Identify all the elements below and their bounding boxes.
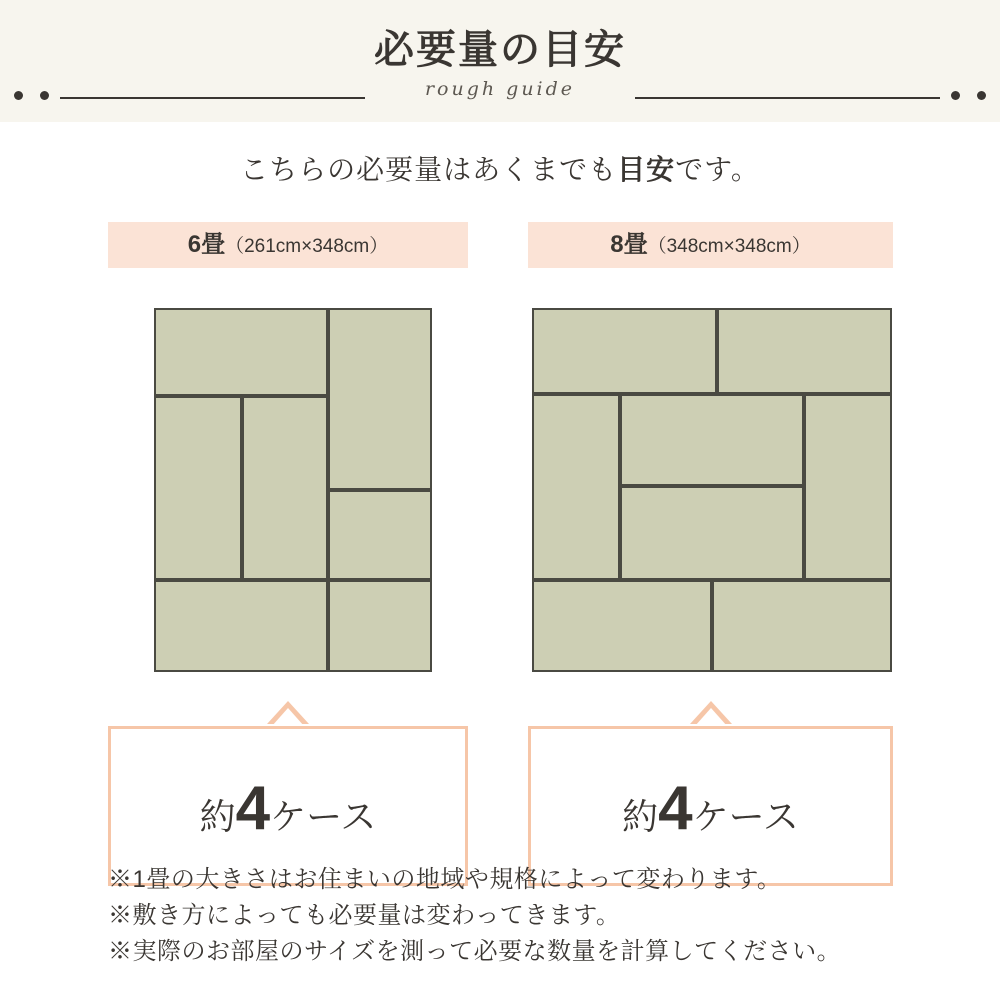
- lead-prefix: こちらの必要量はあくまでも: [240, 154, 618, 185]
- tatami-diagram-eight: [532, 308, 892, 672]
- size-label-eight: [528, 222, 893, 268]
- callout-eight-number: 4: [658, 774, 693, 843]
- tatami-mat: [532, 308, 717, 394]
- tatami-mat: [620, 394, 804, 486]
- notes-list: [108, 862, 908, 970]
- callout-six-unit: ケース: [270, 796, 377, 837]
- tatami-mat: [328, 308, 432, 490]
- tatami-mat: [532, 394, 620, 580]
- header-subtitle: rough guide: [424, 78, 576, 100]
- callout-pointer-fill-six: [272, 708, 304, 726]
- tatami-mat: [154, 580, 328, 672]
- tatami-mat: [328, 580, 432, 672]
- size-label-six-jo: 6畳: [187, 231, 226, 258]
- size-label-six-dimensions: （261cm×348cm）: [225, 236, 389, 257]
- tatami-mat: [712, 580, 892, 672]
- size-label-six: [108, 222, 468, 268]
- tatami-mat: [620, 486, 804, 580]
- callout-eight-unit: ケース: [692, 796, 799, 837]
- size-label-eight-dimensions: （348cm×348cm）: [647, 236, 811, 257]
- tatami-mat: [154, 396, 242, 580]
- note-item: ※実際のお部屋のサイズを測って必要な数量を計算してください。: [108, 938, 842, 965]
- note-item: ※敷き方によっても必要量は変わってきます。: [108, 902, 621, 929]
- tatami-diagram-six: [154, 308, 432, 672]
- size-label-eight-jo: 8畳: [610, 231, 648, 258]
- header-band: [0, 0, 1000, 122]
- callout-eight-approx: 約: [622, 796, 659, 837]
- lead-suffix: です。: [675, 154, 760, 185]
- tatami-mat: [717, 308, 892, 394]
- callout-six-approx: 約: [199, 796, 236, 837]
- tatami-mat: [328, 490, 432, 580]
- page-title: 必要量の目安: [374, 28, 626, 72]
- lead-text: [0, 148, 1000, 188]
- lead-emphasis: 目安: [617, 154, 676, 185]
- tatami-mat: [242, 396, 328, 580]
- callout-six-number: 4: [235, 774, 271, 843]
- room-column-eight: [528, 222, 893, 886]
- note-item: ※1畳の大きさはお住まいの地域や規格によって変わります。: [108, 866, 782, 893]
- callout-pointer-fill-eight: [695, 708, 727, 726]
- tatami-mat: [154, 308, 328, 396]
- room-column-six: [108, 222, 468, 886]
- tatami-mat: [532, 580, 712, 672]
- tatami-mat: [804, 394, 892, 580]
